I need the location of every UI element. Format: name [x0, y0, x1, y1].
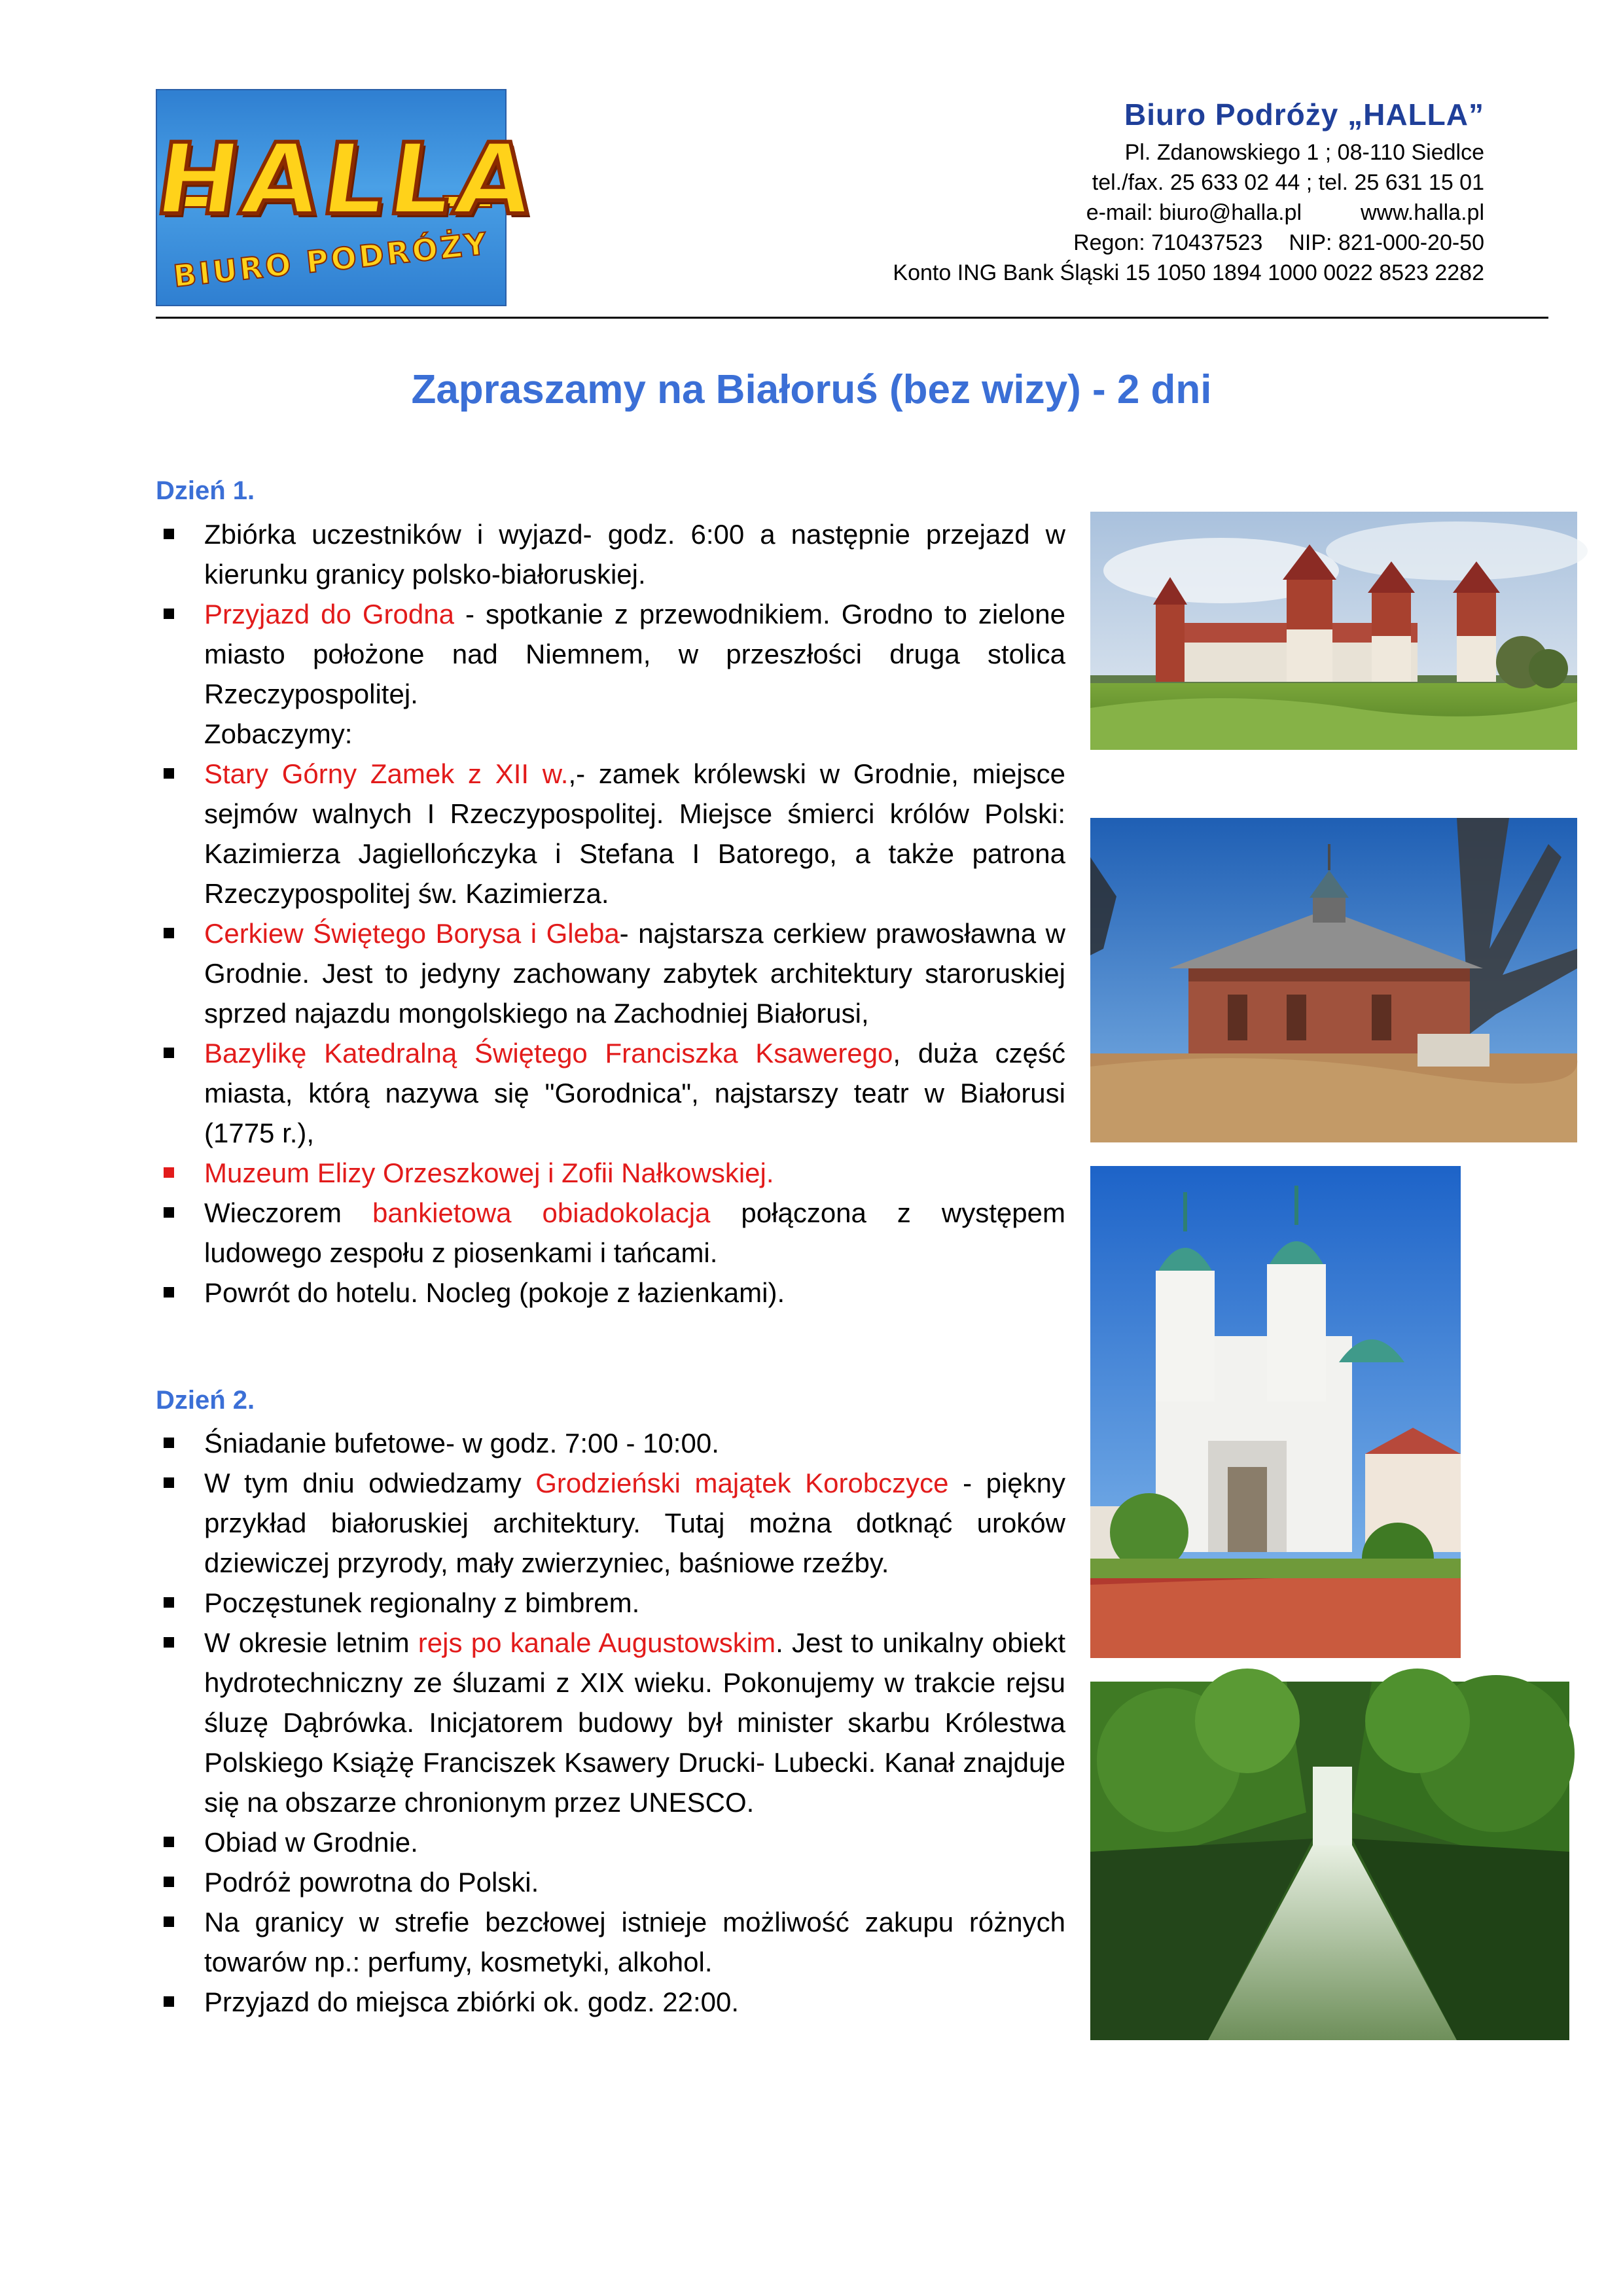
- company-email[interactable]: e-mail: biuro@halla.pl: [1086, 200, 1302, 225]
- list-item: Na granicy w strefie bezcłowej istnieje możliwość zakupu różnych towarów np.: perfumy, kosmetyki, alkohol.: [156, 1902, 1065, 1982]
- list-item: W okresie letnim rejs po kanale Augustowskim. Jest to unikalny obiekt hydrotechniczny ze śluzami z XIX wieku. Pokonujemy w trakcie rejsu śluzę Dąbrówka. Inicjatorem budowy był minister skarbu Królestwa Polskiego Książę Franciszek Ksawery Drucki- Lubecki. Kanał znajduje się na obszarze chronionym przez UNESCO.: [156, 1623, 1065, 1822]
- day2-list: [156, 1423, 1065, 2022]
- company-phone: tel./fax. 25 633 02 44 ; tel. 25 631 15 01: [1092, 170, 1484, 195]
- day1-title: Dzień 1.: [156, 476, 255, 505]
- bullet-icon: [164, 1048, 174, 1058]
- bullet-icon: [164, 768, 174, 779]
- company-address: Pl. Zdanowskiego 1 ; 08-110 Siedlce: [1124, 140, 1484, 165]
- bullet-icon: [164, 1207, 174, 1218]
- list-item: Przyjazd do Grodna - spotkanie z przewodnikiem. Grodno to zielone miasto położone nad Niemnem, w przeszłości druga stolica Rzeczypospolitej. Zobaczymy:: [156, 594, 1065, 754]
- logo-sub-text: BIURO PODRÓŻY: [171, 225, 491, 294]
- day2-title: Dzień 2.: [156, 1386, 255, 1415]
- halla-logo: [149, 89, 544, 306]
- company-www[interactable]: www.halla.pl: [1361, 200, 1484, 225]
- bullet-icon: [164, 1477, 174, 1488]
- list-item: Cerkiew Świętego Borysa i Gleba- najstarsza cerkiew prawosławna w Grodnie. Jest to jedyny zachowany zabytek architektury staroruskiej sprzed najazdu mongolskiego na Zachodniej Białorusi,: [156, 913, 1065, 1033]
- company-nip: NIP: 821-000-20-50: [1289, 230, 1484, 255]
- bullet-icon: [164, 1916, 174, 1927]
- list-item: W tym dniu odwiedzamy Grodzieński majątek Korobczyce - piękny przykład białoruskiej architektury. Tutaj można dotknąć uroków dziewiczej przyrody, mały zwierzyniec, baśniowe rzeźby.: [156, 1463, 1065, 1583]
- bullet-icon: [164, 1167, 174, 1178]
- page-title: Zapraszamy na Białoruś (bez wizy) - 2 dni: [411, 367, 1212, 412]
- cathedral-image: [1090, 1166, 1461, 1658]
- bullet-icon: [164, 1287, 174, 1298]
- bullet-icon: [164, 1837, 174, 1847]
- photo-castle: [1090, 512, 1577, 750]
- company-name: Biuro Podróży „HALLA”: [1124, 97, 1484, 132]
- list-item: Poczęstunek regionalny z bimbrem.: [156, 1583, 1065, 1623]
- company-bank: Konto ING Bank Śląski 15 1050 1894 1000 0022 8523 2282: [893, 260, 1484, 285]
- bullet-icon: [164, 1996, 174, 2007]
- bullet-icon: [164, 1877, 174, 1887]
- bullet-icon: [164, 609, 174, 619]
- list-item: Powrót do hotelu. Nocleg (pokoje z łazienkami).: [156, 1273, 1065, 1313]
- header-divider: [156, 317, 1548, 319]
- photo-canal: [1090, 1682, 1569, 2040]
- list-item: Zbiórka uczestników i wyjazd- godz. 6:00 a następnie przejazd w kierunku granicy polsko-białoruskiej.: [156, 514, 1065, 594]
- list-item: Śniadanie bufetowe- w godz. 7:00 - 10:00.: [156, 1423, 1065, 1463]
- canal-image: [1090, 1682, 1569, 2040]
- bullet-icon: [164, 1637, 174, 1648]
- logo-main-text: HALLA: [149, 123, 544, 237]
- list-item: Muzeum Elizy Orzeszkowej i Zofii Nałkowskiej.: [156, 1153, 1065, 1193]
- bullet-icon: [164, 928, 174, 938]
- company-regon: Regon: 710437523: [1073, 230, 1263, 255]
- photo-church: [1090, 818, 1577, 1142]
- bullet-icon: [164, 1438, 174, 1448]
- bullet-icon: [164, 529, 174, 539]
- day1-list: [156, 514, 1065, 1313]
- company-regon-nip: [893, 228, 1484, 258]
- photo-cathedral: [1090, 1166, 1461, 1658]
- list-item: Przyjazd do miejsca zbiórki ok. godz. 22:00.: [156, 1982, 1065, 2022]
- bullet-icon: [164, 1597, 174, 1608]
- list-item: Obiad w Grodnie.: [156, 1822, 1065, 1862]
- list-item: Stary Górny Zamek z XII w.,- zamek królewski w Grodnie, miejsce sejmów walnych I Rzeczypospolitej. Miejsce śmierci królów Polski: Kazimierza Jagiellończyka i Stefana I Batorego, a także patrona Rzeczypospolitej św. Kazimierza.: [156, 754, 1065, 913]
- list-item: Bazylikę Katedralną Świętego Franciszka Ksawerego, duża część miasta, którą nazywa się "Gorodnica", najstarszy teatr w Białorusi (1775 r.),: [156, 1033, 1065, 1153]
- list-item: Wieczorem bankietowa obiadokolacja połączona z występem ludowego zespołu z piosenkami i tańcami.: [156, 1193, 1065, 1273]
- company-contact-block: [893, 92, 1484, 288]
- castle-image: [1090, 512, 1577, 750]
- church-image: [1090, 818, 1577, 1142]
- company-email-www: [893, 198, 1484, 228]
- list-item: Podróż powrotna do Polski.: [156, 1862, 1065, 1902]
